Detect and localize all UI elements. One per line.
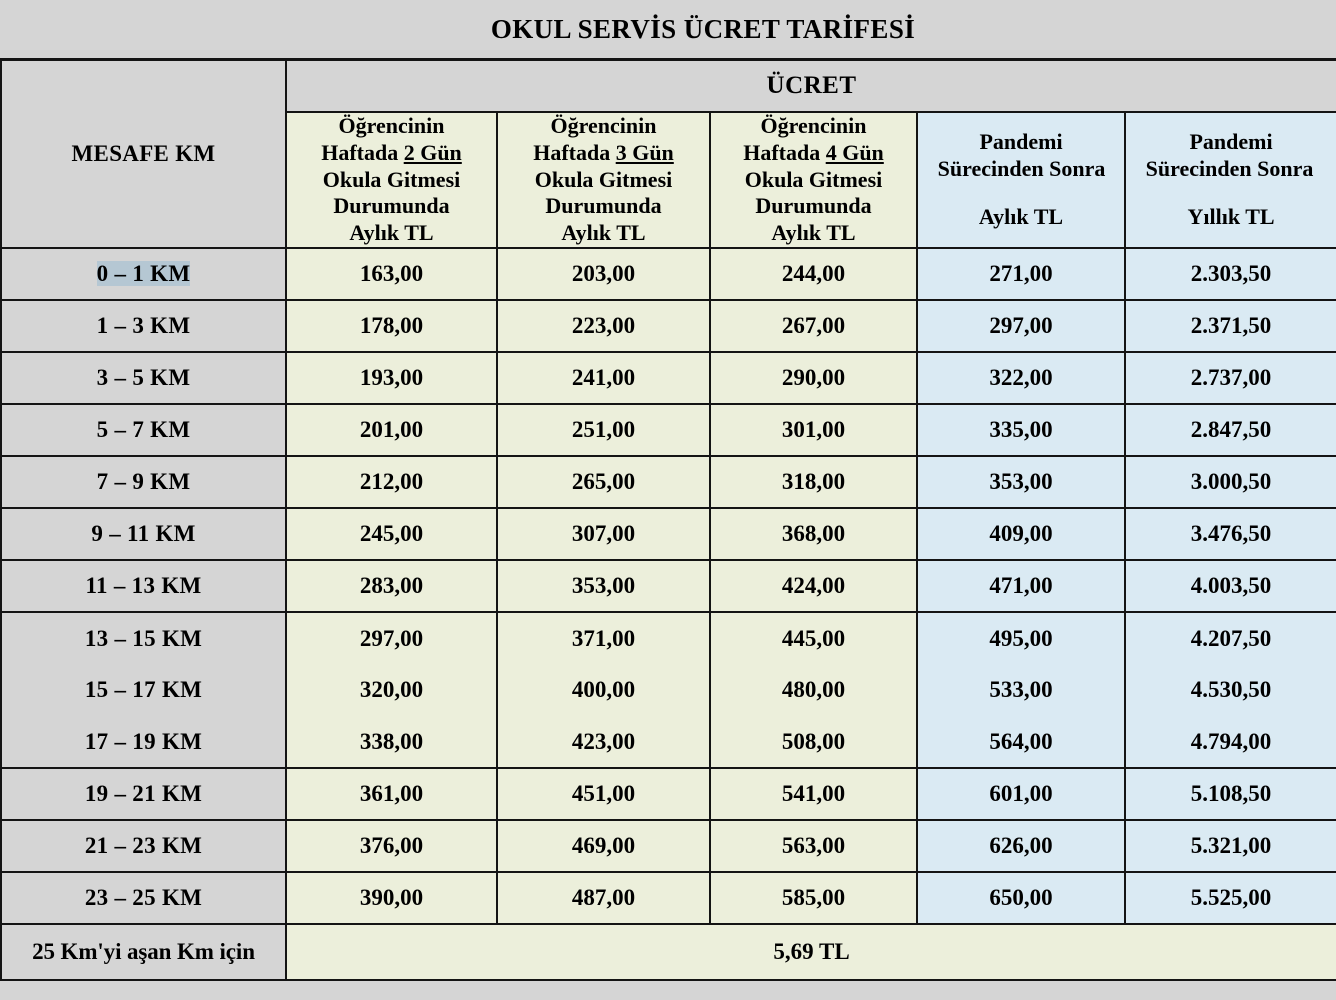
table-row	[1, 768, 1336, 820]
cell-km[interactable]: 23 – 25 KM	[1, 872, 286, 924]
cell-3-gun[interactable]: 487,00	[497, 872, 710, 924]
header-line-3: Yıllık TL	[1187, 204, 1275, 230]
header-line-2	[711, 140, 916, 167]
table-row	[1, 560, 1336, 612]
header-line-4: Durumunda	[333, 193, 450, 219]
cell-pandemi-aylik[interactable]: 335,00	[917, 404, 1125, 456]
table-row	[1, 352, 1336, 404]
cell-pandemi-aylik[interactable]: 322,00	[917, 352, 1125, 404]
cell-3-gun[interactable]: 265,00	[497, 456, 710, 508]
header-spacer	[918, 182, 1124, 204]
header-line-3: Okula Gitmesi	[322, 166, 461, 192]
header-line-2-prefix: Haftada	[321, 139, 404, 165]
cell-pandemi-aylik[interactable]: 564,00	[917, 716, 1125, 768]
header-line-2-underlined: 3 Gün	[615, 139, 674, 165]
table-row	[1, 872, 1336, 924]
cell-4-gun[interactable]: 563,00	[710, 820, 917, 872]
table-row	[1, 716, 1336, 768]
table-row	[1, 300, 1336, 352]
page-title: OKUL SERVİS ÜCRET TARİFESİ	[490, 13, 916, 44]
cell-pandemi-aylik[interactable]: 409,00	[917, 508, 1125, 560]
table-row	[1, 612, 1336, 664]
cell-pandemi-aylik[interactable]: 533,00	[917, 664, 1125, 716]
header-line-2-prefix: Haftada	[533, 139, 616, 165]
header-line-5: Aylık TL	[771, 220, 856, 246]
cell-pandemi-yillik[interactable]: 5.525,00	[1125, 872, 1336, 924]
header-line-1: Öğrencinin	[550, 113, 657, 138]
cell-pandemi-yillik[interactable]: 2.737,00	[1125, 352, 1336, 404]
cell-pandemi-yillik[interactable]: 5.321,00	[1125, 820, 1336, 872]
cell-2-gun[interactable]: 283,00	[286, 560, 497, 612]
cell-pandemi-yillik[interactable]: 5.108,50	[1125, 768, 1336, 820]
column-header-ucret-group: ÜCRET	[286, 60, 1336, 113]
cell-pandemi-aylik[interactable]: 297,00	[917, 300, 1125, 352]
header-line-1: Pandemi	[979, 128, 1063, 154]
header-line-1: Öğrencinin	[760, 113, 867, 138]
header-line-2	[498, 140, 709, 167]
table-row	[1, 664, 1336, 716]
cell-4-gun[interactable]: 585,00	[710, 872, 917, 924]
cell-pandemi-yillik[interactable]: 4.794,00	[1125, 716, 1336, 768]
cell-km[interactable]: 21 – 23 KM	[1, 820, 286, 872]
table-row	[1, 248, 1336, 300]
table-row	[1, 508, 1336, 560]
cell-2-gun[interactable]: 163,00	[286, 248, 497, 300]
cell-km[interactable]: 5 – 7 KM	[1, 404, 286, 456]
cell-4-gun[interactable]: 301,00	[710, 404, 917, 456]
document-title-band	[0, 0, 1336, 58]
header-spacer	[1126, 182, 1336, 204]
cell-2-gun[interactable]: 178,00	[286, 300, 497, 352]
footer-label: 25 Km'yi aşan Km için	[1, 924, 286, 980]
cell-2-gun[interactable]: 376,00	[286, 820, 497, 872]
cell-4-gun[interactable]: 368,00	[710, 508, 917, 560]
cell-2-gun[interactable]: 320,00	[286, 664, 497, 716]
cell-km[interactable]: 19 – 21 KM	[1, 768, 286, 820]
cell-pandemi-yillik[interactable]: 3.476,50	[1125, 508, 1336, 560]
cell-3-gun[interactable]: 423,00	[497, 716, 710, 768]
header-line-2: Sürecinden Sonra	[937, 155, 1106, 181]
cell-pandemi-yillik[interactable]: 2.303,50	[1125, 248, 1336, 300]
cell-pandemi-yillik[interactable]: 4.003,50	[1125, 560, 1336, 612]
table-row	[1, 820, 1336, 872]
cell-pandemi-yillik[interactable]: 2.371,50	[1125, 300, 1336, 352]
cell-pandemi-aylik[interactable]: 271,00	[917, 248, 1125, 300]
cell-km-label: 0 – 1 KM	[96, 261, 191, 287]
cell-pandemi-yillik[interactable]: 4.530,50	[1125, 664, 1336, 716]
header-line-3: Aylık TL	[978, 204, 1064, 230]
cell-3-gun[interactable]: 307,00	[497, 508, 710, 560]
cell-3-gun[interactable]: 241,00	[497, 352, 710, 404]
table-footer-row	[1, 924, 1336, 980]
cell-4-gun[interactable]: 267,00	[710, 300, 917, 352]
cell-km[interactable]: 17 – 19 KM	[1, 716, 286, 768]
header-line-3: Okula Gitmesi	[744, 166, 883, 192]
header-line-2-underlined: 2 Gün	[403, 139, 462, 165]
column-header-pandemi-yillik	[1125, 112, 1336, 248]
cell-2-gun[interactable]: 297,00	[286, 612, 497, 664]
cell-km[interactable]: 11 – 13 KM	[1, 560, 286, 612]
cell-pandemi-aylik[interactable]: 601,00	[917, 768, 1125, 820]
cell-3-gun[interactable]: 251,00	[497, 404, 710, 456]
cell-3-gun[interactable]: 223,00	[497, 300, 710, 352]
cell-km[interactable]: 9 – 11 KM	[1, 508, 286, 560]
cell-pandemi-aylik[interactable]: 650,00	[917, 872, 1125, 924]
cell-2-gun[interactable]: 390,00	[286, 872, 497, 924]
cell-3-gun[interactable]: 400,00	[497, 664, 710, 716]
cell-4-gun[interactable]: 480,00	[710, 664, 917, 716]
header-line-2	[287, 140, 496, 167]
header-line-2: Sürecinden Sonra	[1145, 155, 1314, 181]
cell-pandemi-yillik[interactable]: 4.207,50	[1125, 612, 1336, 664]
cell-3-gun[interactable]: 371,00	[497, 612, 710, 664]
cell-2-gun[interactable]: 193,00	[286, 352, 497, 404]
table-row	[1, 404, 1336, 456]
cell-4-gun[interactable]: 541,00	[710, 768, 917, 820]
cell-pandemi-aylik[interactable]: 353,00	[917, 456, 1125, 508]
cell-2-gun[interactable]: 338,00	[286, 716, 497, 768]
cell-pandemi-yillik[interactable]: 3.000,50	[1125, 456, 1336, 508]
cell-km[interactable]: 1 – 3 KM	[1, 300, 286, 352]
footer-value[interactable]: 5,69 TL	[286, 924, 1336, 980]
table-body	[1, 248, 1336, 980]
table-head	[1, 60, 1336, 249]
cell-km[interactable]: 3 – 5 KM	[1, 352, 286, 404]
cell-4-gun[interactable]: 318,00	[710, 456, 917, 508]
header-line-2-underlined: 4 Gün	[825, 139, 884, 165]
cell-4-gun[interactable]: 445,00	[710, 612, 917, 664]
header-row-group	[1, 60, 1336, 113]
cell-3-gun[interactable]: 469,00	[497, 820, 710, 872]
cell-3-gun[interactable]: 353,00	[497, 560, 710, 612]
header-line-1: Öğrencinin	[338, 113, 445, 138]
cell-2-gun[interactable]: 245,00	[286, 508, 497, 560]
header-line-2-prefix: Haftada	[743, 139, 826, 165]
header-line-4: Durumunda	[545, 193, 662, 219]
header-line-1: Pandemi	[1189, 128, 1273, 154]
cell-3-gun[interactable]: 451,00	[497, 768, 710, 820]
cell-km[interactable]: 13 – 15 KM	[1, 612, 286, 664]
cell-2-gun[interactable]: 212,00	[286, 456, 497, 508]
cell-2-gun[interactable]: 201,00	[286, 404, 497, 456]
cell-km[interactable]	[1, 248, 286, 300]
cell-4-gun[interactable]: 424,00	[710, 560, 917, 612]
header-line-5: Aylık TL	[349, 220, 434, 246]
header-line-3: Okula Gitmesi	[534, 166, 673, 192]
table-row	[1, 456, 1336, 508]
header-line-4: Durumunda	[755, 193, 872, 219]
column-header-3-gun	[497, 112, 710, 248]
header-line-5: Aylık TL	[561, 220, 646, 246]
cell-pandemi-aylik[interactable]: 626,00	[917, 820, 1125, 872]
cell-km[interactable]: 7 – 9 KM	[1, 456, 286, 508]
cell-4-gun[interactable]: 244,00	[710, 248, 917, 300]
column-header-2-gun	[286, 112, 497, 248]
cell-4-gun[interactable]: 290,00	[710, 352, 917, 404]
tariff-table	[0, 58, 1336, 981]
cell-3-gun[interactable]: 203,00	[497, 248, 710, 300]
cell-pandemi-yillik[interactable]: 2.847,50	[1125, 404, 1336, 456]
column-header-pandemi-aylik	[917, 112, 1125, 248]
cell-4-gun[interactable]: 508,00	[710, 716, 917, 768]
column-header-4-gun	[710, 112, 917, 248]
cell-km[interactable]: 15 – 17 KM	[1, 664, 286, 716]
cell-pandemi-aylik[interactable]: 471,00	[917, 560, 1125, 612]
cell-pandemi-aylik[interactable]: 495,00	[917, 612, 1125, 664]
cell-2-gun[interactable]: 361,00	[286, 768, 497, 820]
column-header-mesafe-km: MESAFE KM	[1, 60, 286, 249]
